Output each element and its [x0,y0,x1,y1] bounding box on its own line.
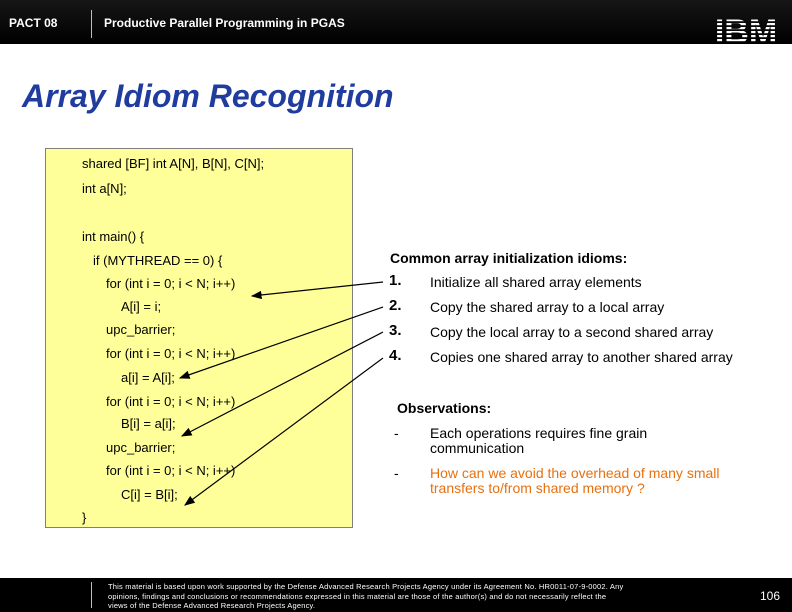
code-line-for-2: for (int i = 0; i < N; i++) [106,346,236,361]
footnote: This material is based upon work supported by the Defense Advanced Research Projects Agency under its Agreement No. HR0011-07-9-0002. Any opinions, findings and conclusions or recommendations expressed in this material are those of the author(s) and do not necessarily reflect the views of the Defense Advanced Research Projects Agency. [108,582,624,611]
code-line-close: } [82,510,87,525]
observation-item-highlight: How can we avoid the overhead of many small transfers to/from shared memory ? [430,465,720,496]
observation-dash: - [394,465,399,481]
footer-bar [0,578,792,612]
idiom-item: Initialize all shared array elements [430,274,642,290]
footer-divider [91,582,92,608]
code-line-barrier-2: upc_barrier; [106,440,176,455]
code-line-for-3: for (int i = 0; i < N; i++) [106,394,236,409]
code-line-assign-B: B[i] = a[i]; [121,416,176,431]
page-number: 106 [760,589,781,603]
idiom-number: 2. [389,297,402,314]
arrow-2 [180,307,383,378]
idiom-number: 4. [389,347,402,364]
code-line-for-4: for (int i = 0; i < N; i++) [106,463,236,478]
arrow-3 [182,332,383,436]
idiom-item: Copy the local array to a second shared array [430,324,714,340]
observation-dash: - [394,425,399,441]
arrow-1 [252,282,383,296]
idiom-number: 1. [389,272,402,289]
code-line-assign-C: C[i] = B[i]; [121,487,178,502]
idioms-heading: Common array initialization idioms: [390,250,628,266]
arrow-4 [185,358,383,505]
course-title: Productive Parallel Programming in PGAS [104,16,345,30]
conference-label: PACT 08 [9,16,58,30]
slide-title: Array Idiom Recognition [22,78,394,114]
code-line-assign-a: a[i] = A[i]; [121,370,175,385]
idiom-item: Copy the shared array to a local array [430,299,665,315]
observation-item: Each operations requires fine grain communication [430,425,648,456]
code-line-local-decl: int a[N]; [82,181,127,196]
code-line-for-1: for (int i = 0; i < N; i++) [106,276,236,291]
code-line-if: if (MYTHREAD == 0) { [93,253,223,268]
code-line-barrier-1: upc_barrier; [106,322,176,337]
code-line-assign-A: A[i] = i; [121,299,162,314]
idiom-number: 3. [389,322,402,339]
idiom-item: Copies one shared array to another shared array [430,349,733,365]
code-line-shared-decl: shared [BF] int A[N], B[N], C[N]; [82,156,265,171]
code-line-main: int main() { [82,229,145,244]
observations-heading: Observations: [397,400,492,416]
